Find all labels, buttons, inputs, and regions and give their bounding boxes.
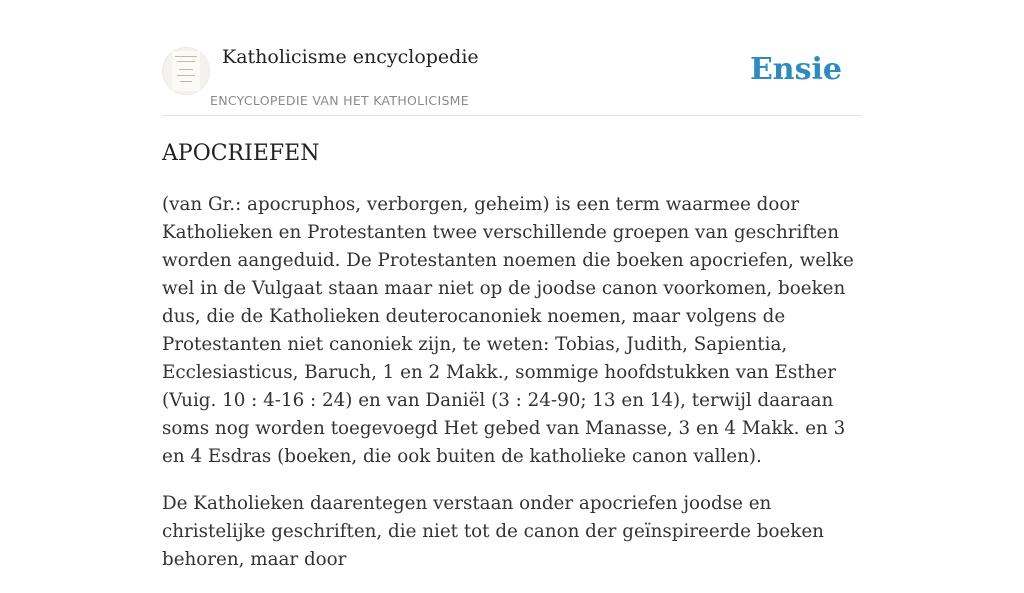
book-line bbox=[177, 61, 195, 62]
site-header bbox=[162, 0, 862, 116]
book-line bbox=[179, 69, 193, 70]
book-line bbox=[180, 81, 192, 82]
article bbox=[162, 138, 862, 593]
book-page-shape bbox=[172, 51, 200, 91]
article-paragraph: (van Gr.: apocruphos, verborgen, geheim) is een term waarmee door Katholieken en Protestanten twee verschillende groepen van geschriften worden aangeduid. De Protestanten noemen die boeken apocriefen, welke wel in de Vulgaat staan maar niet op de joodse canon voorkomen, boeken dus, die de Katholieken deuterocanoniek noemen, maar volgens de Protestanten niet canoniek zijn, te weten: Tobias, Judith, Sapientia, Ecclesiasticus, Baruch, 1 en 2 Makk., sommige hoofdstukken van Esther (Vuig. 10 : 4-16 : 24) en van Daniël (3 : 24-90; 13 en 14), terwijl daaraan soms nog worden toegevoegd Het gebed van Manasse, 3 en 4 Makk. en 3 en 4 Esdras (boeken, die ook buiten de katholieke canon vallen). bbox=[162, 194, 854, 467]
book-line bbox=[175, 56, 197, 57]
article-paragraph: De Katholieken daarentegen verstaan onder apocriefen joodse en christelijke geschriften, die niet tot de canon der geïnspireerde boeken behoren, maar door bbox=[162, 493, 824, 570]
ensie-logo-link[interactable]: Ensie bbox=[749, 52, 842, 87]
article-title: APOCRIEFEN bbox=[162, 141, 320, 166]
site-subtitle: ENCYCLOPEDIE VAN HET KATHOLICISME bbox=[210, 93, 469, 108]
site-title-link[interactable]: Katholicisme encyclopedie bbox=[222, 46, 479, 68]
book-line bbox=[177, 75, 195, 76]
book-cover-icon[interactable] bbox=[162, 47, 210, 95]
